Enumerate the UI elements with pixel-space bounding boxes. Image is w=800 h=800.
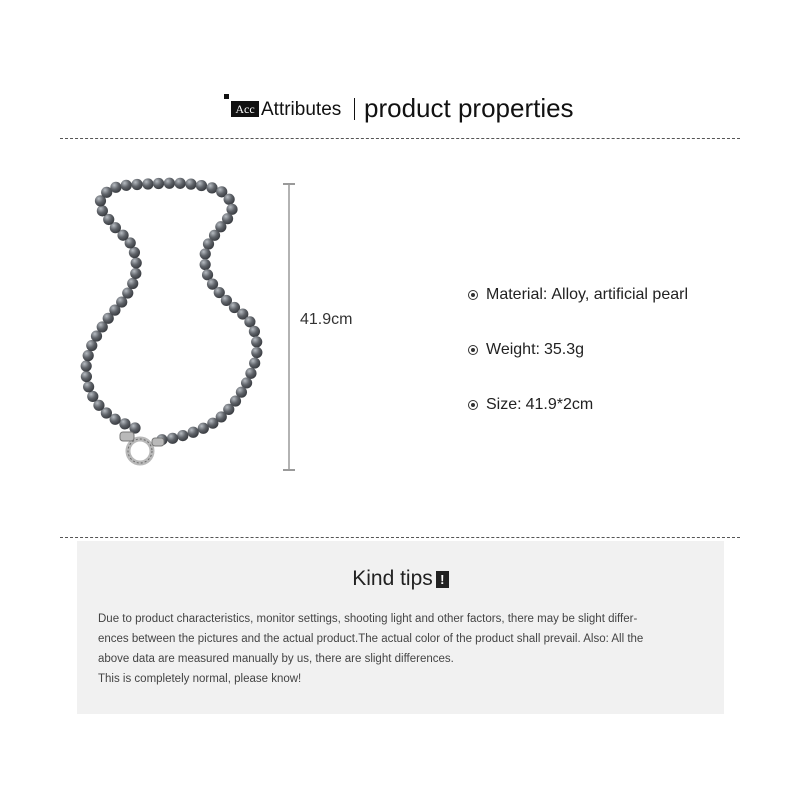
pearl-bead: [206, 182, 217, 193]
pearl-bead: [207, 418, 218, 429]
pearl-bead: [121, 180, 132, 191]
pearl-bead: [81, 371, 92, 382]
header-badge: Acc: [231, 101, 259, 117]
page-title: product properties: [364, 93, 574, 123]
pearl-bead: [167, 433, 178, 444]
pearl-bead: [142, 178, 153, 189]
pearl-bead: [203, 238, 214, 249]
divider-top: [60, 138, 740, 139]
exclamation-icon: !: [436, 571, 449, 588]
spec-size: [468, 394, 593, 416]
dimension-label: 41.9cm: [300, 311, 353, 328]
pearl-bead: [249, 326, 260, 337]
pearl-bead: [244, 316, 255, 327]
kind-tips-title: Kind tips: [352, 567, 433, 590]
pearl-bead: [185, 179, 196, 190]
bullet-icon: [468, 290, 478, 300]
pearl-bead: [251, 336, 262, 347]
pearl-bead: [86, 340, 97, 351]
measure-line: [276, 183, 302, 473]
spec-material: [468, 284, 688, 306]
spec-label: Size:: [486, 396, 522, 413]
tips-line: This is completely normal, please know!: [98, 673, 302, 685]
pearl-bead: [127, 278, 138, 289]
kind-tips-heading: [77, 567, 724, 591]
pearl-bead: [200, 248, 211, 259]
pearl-bead: [251, 347, 262, 358]
pearl-bead: [249, 357, 260, 368]
spec-label: Weight:: [486, 341, 540, 358]
pearl-bead: [153, 178, 164, 189]
pearl-bead: [224, 194, 235, 205]
spec-value: Alloy, artificial pearl: [551, 286, 688, 303]
necklace-image: [70, 170, 280, 490]
pearl-bead: [87, 391, 98, 402]
spec-label: Material:: [486, 286, 548, 303]
spec-value: 41.9*2cm: [525, 396, 594, 413]
spec-value: 35.3g: [543, 341, 584, 358]
pearl-bead: [81, 360, 92, 371]
pearl-bead: [83, 350, 94, 361]
tips-line: Due to product characteristics, monitor settings, shooting light and other factors, there may be slight differ-: [98, 613, 638, 625]
pearl-bead: [122, 287, 133, 298]
header-separator: [354, 98, 355, 120]
pearl-bead: [164, 178, 175, 189]
pearl-bead: [83, 381, 94, 392]
pearl-bead: [97, 205, 108, 216]
pearl-bead: [131, 179, 142, 190]
bullet-icon: [468, 400, 478, 410]
pearl-bead: [196, 180, 207, 191]
pearl-bead: [175, 178, 186, 189]
pearl-bead: [200, 259, 211, 270]
pearl-bead: [177, 430, 188, 441]
pearl-bead: [130, 268, 141, 279]
divider-middle: [60, 537, 740, 538]
tips-line: above data are measured manually by us, there are slight differences.: [98, 653, 454, 665]
pearl-bead: [119, 418, 130, 429]
pearl-bead: [198, 423, 209, 434]
pearl-bead: [188, 427, 199, 438]
pearl-bead: [245, 368, 256, 379]
kind-tips-panel: [77, 541, 724, 714]
kind-tips-body: [98, 609, 710, 689]
tips-line: ences between the pictures and the actual product.The actual color of the product shall prevail. Also: All the: [98, 633, 644, 645]
pearl-bead: [129, 247, 140, 258]
section-header: [0, 88, 800, 132]
pearl-bead: [131, 257, 142, 268]
spec-weight: [468, 339, 584, 361]
header-dot: [224, 94, 229, 99]
pearl-bead: [110, 182, 121, 193]
attributes-label: Attributes: [261, 99, 342, 120]
bullet-icon: [468, 345, 478, 355]
